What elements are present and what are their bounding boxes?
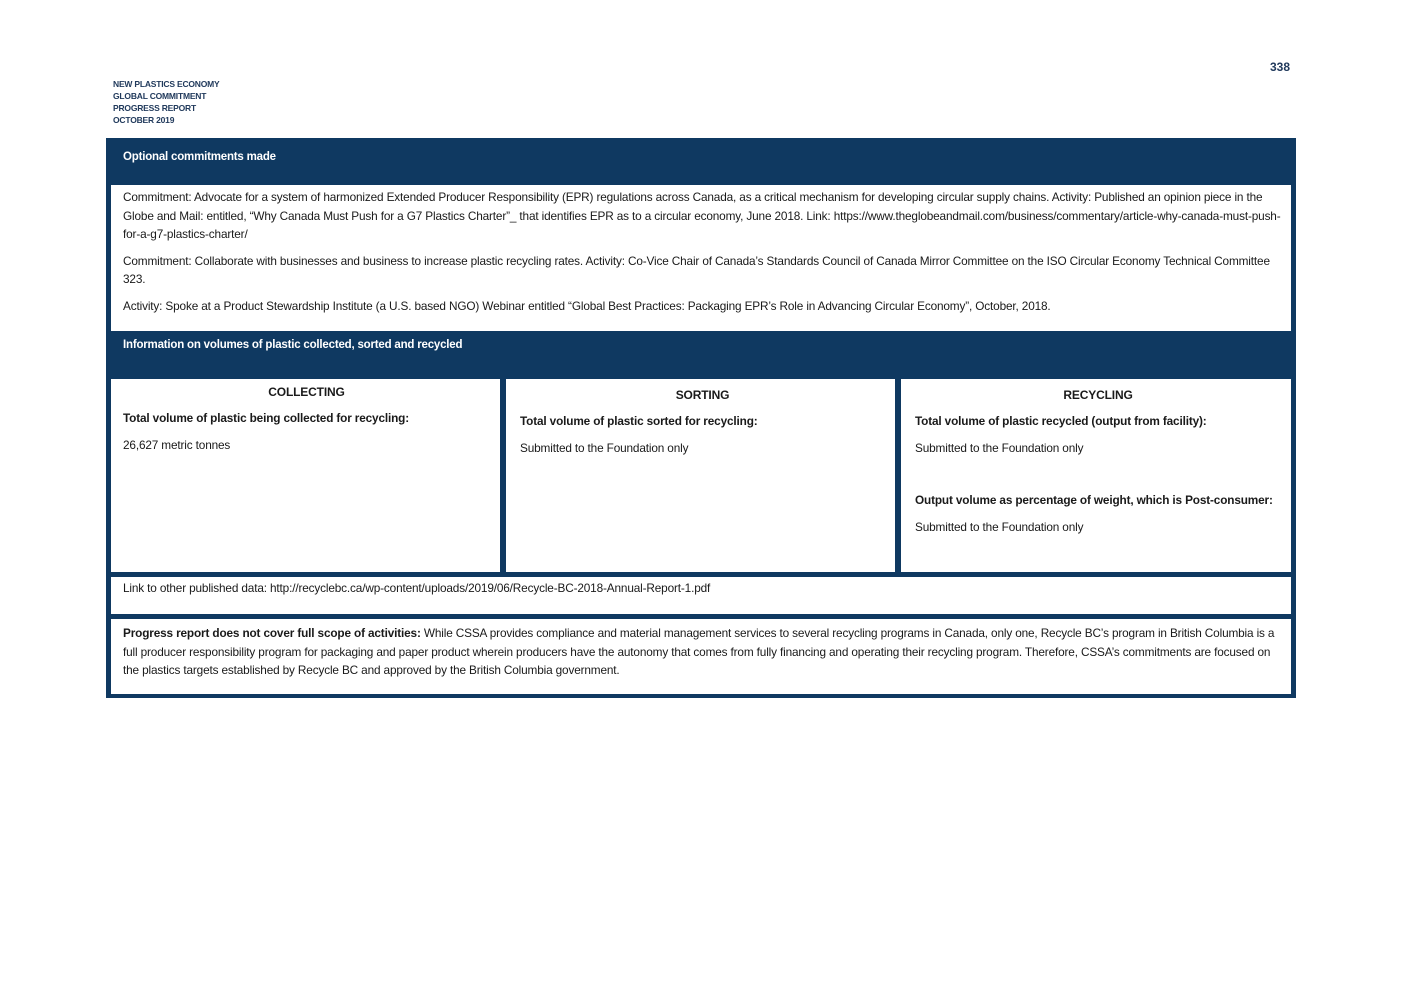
collecting-title: COLLECTING [268, 385, 345, 399]
sorting-value: Submitted to the Foundation only [520, 440, 689, 455]
progress-note-label: Progress report does not cover full scope of activities: [123, 626, 421, 640]
post-consumer-value: Submitted to the Foundation only [915, 519, 1084, 534]
commitment-paragraph: Activity: Spoke at a Product Stewardship Institute (a U.S. based NGO) Webinar entitled “Global Best Practices: Packaging EPR’s Role in Advancing Circular Economy”, October, 2018. [123, 298, 1051, 313]
collecting-column [111, 379, 500, 572]
recycling-value: Submitted to the Foundation only [915, 440, 1084, 455]
sorting-column [506, 379, 895, 572]
collecting-label: Total volume of plastic being collected for recycling: [123, 411, 410, 425]
progress-note-text: While CSSA provides compliance and material management services to several recycling programs in Canada, only one, Recycle BC’s program in British Columbia is a full producer responsibility program for packaging and paper product wherein producers have the autonomy that comes from fully financing and operating their recycling program. Therefore, CSSA’s commitments are focused on the plastics targets established by Recycle BC and approved by the British Columbia government. [123, 626, 1275, 677]
commitment-paragraph: Commitment: Collaborate with businesses and business to increase plastic recycling rates. Activity: Co-Vice Chair of Canada’s Standards Council of Canada Mirror Committee on the ISO Circular Economy Technical Committee 323. [123, 253, 1270, 286]
report-header-line: NEW PLASTICS ECONOMY [113, 79, 220, 89]
report-header [113, 78, 220, 126]
report-header-line: PROGRESS REPORT [113, 103, 196, 113]
report-header-line: OCTOBER 2019 [113, 115, 175, 125]
optional-commitments-heading: Optional commitments made [123, 151, 276, 163]
progress-note [123, 624, 1279, 680]
recycling-column [901, 379, 1291, 572]
report-header-line: GLOBAL COMMITMENT [113, 91, 207, 101]
other-data-link[interactable]: Link to other published data: http://recyclebc.ca/wp-content/uploads/2019/06/Recycle-BC-2018-Annual-Report-1.pdf [123, 581, 711, 595]
sorting-label: Total volume of plastic sorted for recycling: [520, 414, 758, 428]
page-number: 338 [1269, 60, 1290, 74]
recycling-label: Total volume of plastic recycled (output from facility): [915, 414, 1207, 428]
collecting-value: 26,627 metric tonnes [123, 437, 231, 452]
report-table [106, 138, 1296, 698]
sorting-title: SORTING [675, 388, 730, 402]
optional-commitments-panel [111, 185, 1291, 331]
progress-note-panel [111, 619, 1291, 694]
commitment-paragraph: Commitment: Advocate for a system of harmonized Extended Producer Responsibility (EPR) regulations across Canada, as a critical mechanism for developing circular supply chains. Activity: Published an opinion piece in the Globe and Mail: entitled, “Why Canada Must Push for a G7 Plastics Charter”_ that identifies EPR as to a circular economy, June 2018. Link: https://www.theglobeandmail.com/business/commentary/article-why-canada-must-push-for-a-g7-plastics-charter/ [123, 190, 1281, 241]
recycling-title: RECYCLING [1063, 388, 1133, 402]
other-data-link-panel [111, 577, 1291, 614]
volumes-heading: Information on volumes of plastic collected, sorted and recycled [123, 339, 463, 351]
post-consumer-label: Output volume as percentage of weight, which is Post-consumer: [915, 493, 1273, 507]
